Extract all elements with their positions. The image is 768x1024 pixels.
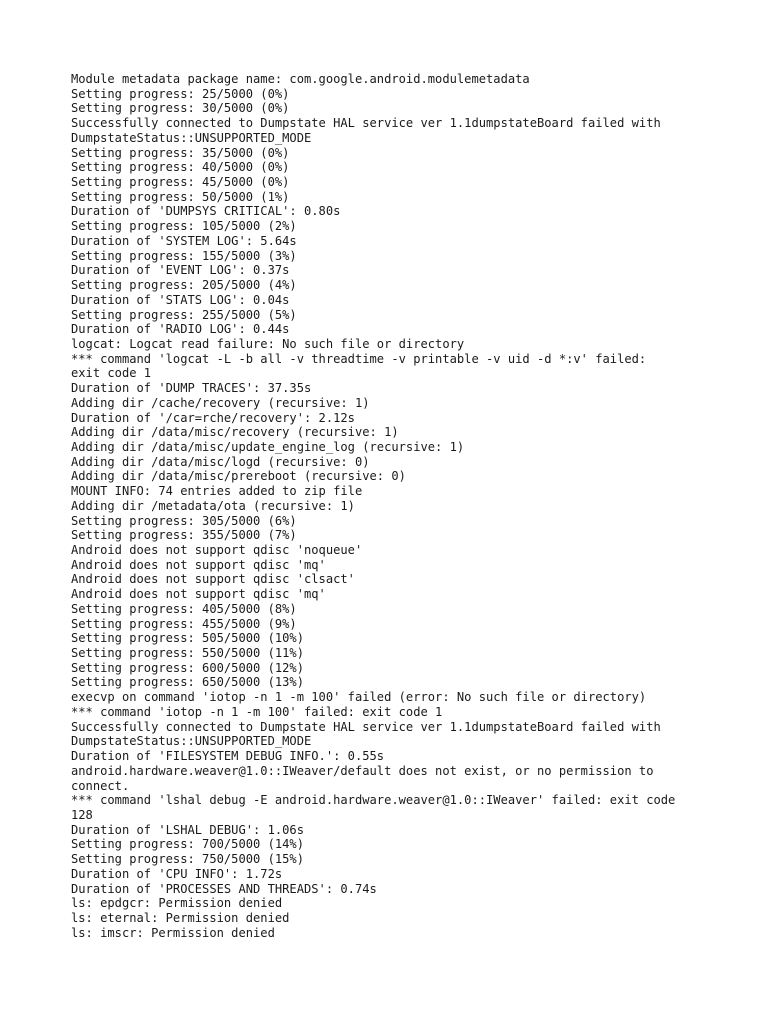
log-line: *** command 'iotop -n 1 -m 100' failed: exit code 1 [71,704,443,719]
log-line: exit code 1 [71,366,152,381]
log-line: Setting progress: 30/5000 (0%) [71,101,290,116]
log-line: Duration of 'PROCESSES AND THREADS': 0.74s [71,881,377,896]
log-line: Setting progress: 750/5000 (15%) [71,852,304,867]
log-line: Successfully connected to Dumpstate HAL service ver 1.1dumpstateBoard failed with [71,116,661,131]
log-line: Duration of 'SYSTEM LOG': 5.64s [71,233,297,248]
log-output [71,72,711,940]
log-line: Setting progress: 205/5000 (4%) [71,278,297,293]
log-line: 128 [71,807,93,822]
log-line: Android does not support qdisc 'noqueue' [71,543,363,557]
log-line: Setting progress: 50/5000 (1%) [71,189,290,204]
log-line: connect. [71,778,130,793]
log-line: Adding dir /data/misc/recovery (recursive: 1) [71,425,399,440]
log-line: logcat: Logcat read failure: No such file or directory [71,336,465,351]
log-line: ls: epdgcr: Permission denied [71,896,283,911]
log-line: Duration of 'FILESYSTEM DEBUG INFO.': 0.55s [71,749,385,764]
log-line: ls: imscr: Permission denied [71,925,275,940]
log-line: Adding dir /data/misc/prereboot (recursive: 0) [71,469,406,484]
log-line: Setting progress: 155/5000 (3%) [71,248,297,263]
log-line: Setting progress: 105/5000 (2%) [71,219,297,234]
log-line: Adding dir /metadata/ota (recursive: 1) [71,498,355,513]
log-line: Android does not support qdisc 'mq' [71,587,326,602]
log-line: DumpstateStatus::UNSUPPORTED_MODE [71,734,312,749]
log-line: Setting progress: 550/5000 (11%) [71,646,304,661]
log-line: Adding dir /data/misc/logd (recursive: 0) [71,454,370,469]
log-line: Setting progress: 35/5000 (0%) [71,145,290,160]
log-line: Duration of 'RADIO LOG': 0.44s [71,322,290,337]
log-line: Setting progress: 600/5000 (12%) [71,660,304,675]
log-line: Adding dir /cache/recovery (recursive: 1) [71,395,370,410]
log-line: Duration of 'DUMPSYS CRITICAL': 0.80s [71,204,341,219]
log-line: *** command 'lshal debug -E android.hardware.weaver@1.0::IWeaver' failed: exit code [71,793,676,808]
log-line: Duration of 'CPU INFO': 1.72s [71,866,283,881]
log-line: Setting progress: 505/5000 (10%) [71,631,304,646]
log-line: *** command 'logcat -L -b all -v threadtime -v printable -v uid -d *:v' failed: [71,351,647,366]
log-line: Setting progress: 455/5000 (9%) [71,616,297,631]
log-line: MOUNT INFO: 74 entries added to zip file [71,484,363,499]
log-line: Setting progress: 305/5000 (6%) [71,513,297,528]
log-line: android.hardware.weaver@1.0::IWeaver/default does not exist, or no permission to [71,763,654,778]
log-line: Duration of 'DUMP TRACES': 37.35s [71,381,312,396]
log-line: ls: eternal: Permission denied [71,910,290,925]
log-line: Setting progress: 700/5000 (14%) [71,837,304,852]
log-line: Duration of '/car=rche/recovery': 2.12s [71,410,355,425]
log-line: Module metadata package name: com.google.android.modulemetadata [71,72,530,86]
log-line: execvp on command 'iotop -n 1 -m 100' failed (error: No such file or directory) [71,690,647,705]
log-line: Android does not support qdisc 'mq' [71,557,326,572]
log-line: Duration of 'LSHAL DEBUG': 1.06s [71,822,304,837]
log-line: Setting progress: 405/5000 (8%) [71,601,297,616]
log-line: Setting progress: 25/5000 (0%) [71,86,290,101]
log-line: Setting progress: 40/5000 (0%) [71,160,290,175]
log-line: Setting progress: 255/5000 (5%) [71,307,297,322]
log-line: Duration of 'EVENT LOG': 0.37s [71,263,290,278]
log-line: Adding dir /data/misc/update_engine_log (recursive: 1) [71,439,465,454]
log-line: Setting progress: 45/5000 (0%) [71,175,290,190]
log-line: Setting progress: 355/5000 (7%) [71,528,297,543]
log-line: Setting progress: 650/5000 (13%) [71,675,304,690]
log-line: Android does not support qdisc 'clsact' [71,572,355,587]
log-line: DumpstateStatus::UNSUPPORTED_MODE [71,130,312,145]
log-line: Duration of 'STATS LOG': 0.04s [71,292,290,307]
log-line: Successfully connected to Dumpstate HAL service ver 1.1dumpstateBoard failed with [71,719,661,734]
